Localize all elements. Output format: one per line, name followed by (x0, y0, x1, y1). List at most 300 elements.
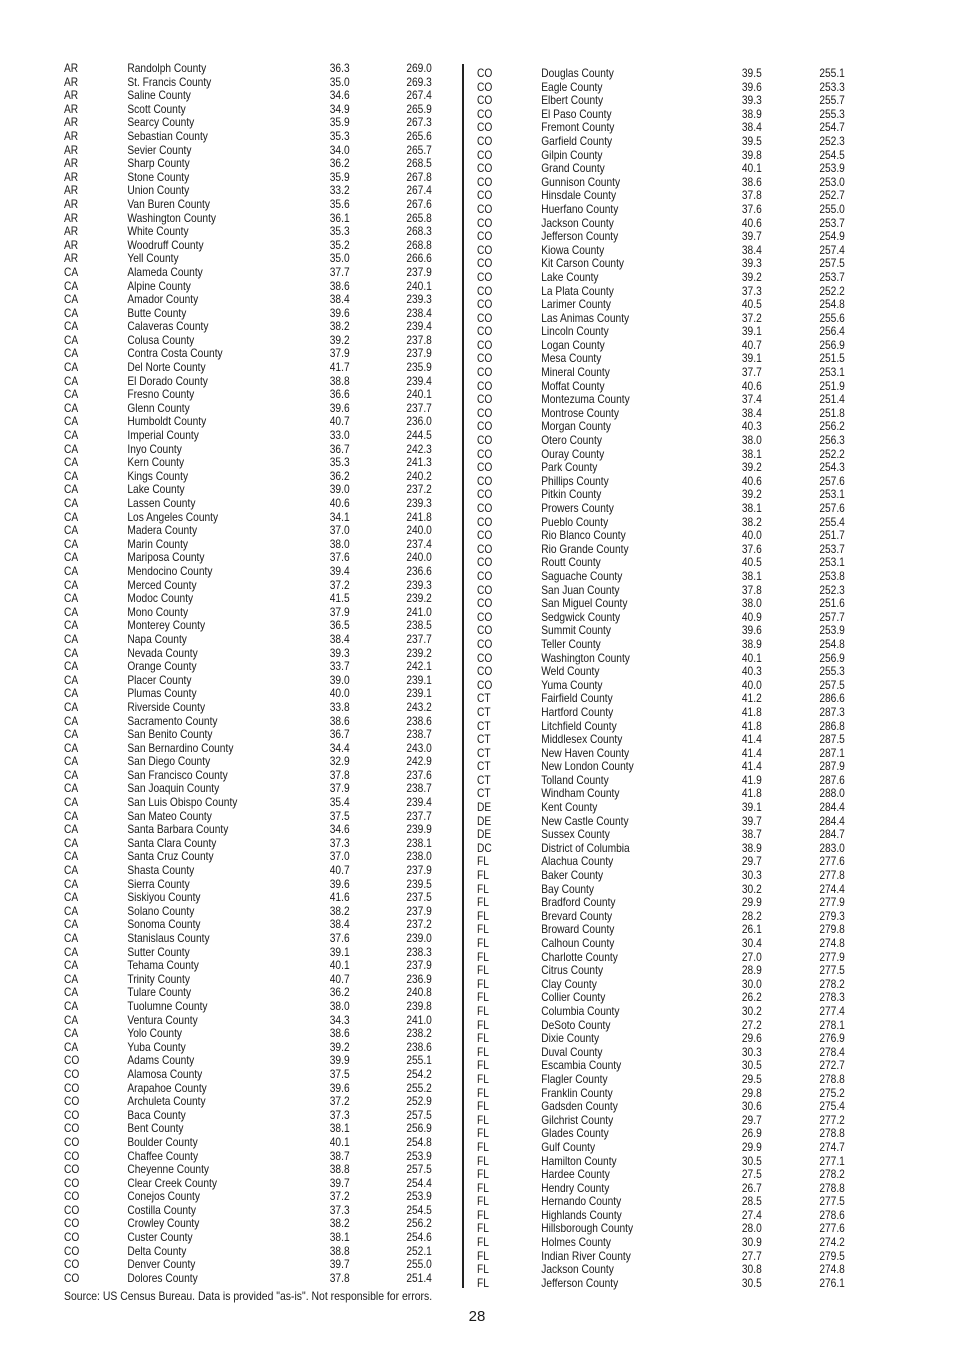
longitude-value: 265.6 (406, 129, 432, 143)
county-name: Highlands County (541, 1208, 622, 1222)
county-name: Contra Costa County (127, 347, 223, 361)
county-name: San Miguel County (541, 597, 628, 611)
latitude-value: 40.5 (741, 556, 762, 570)
latitude-value: 37.8 (329, 768, 350, 782)
latitude-value: 35.3 (329, 456, 350, 470)
county-name: Washington County (541, 651, 630, 665)
longitude-value: 256.9 (819, 338, 845, 352)
county-name: La Plata County (541, 284, 614, 298)
state-code: FL (477, 1059, 489, 1073)
longitude-value: 255.7 (819, 94, 845, 108)
county-name: Nevada County (127, 646, 198, 660)
latitude-value: 39.6 (329, 401, 350, 415)
state-code: CO (64, 1081, 80, 1095)
county-name: Jefferson County (541, 230, 619, 244)
longitude-value: 287.3 (819, 705, 845, 719)
state-code: CO (477, 162, 493, 176)
county-name: Alamosa County (127, 1067, 203, 1081)
source-note: Source: US Census Bureau. Data is provided "as-is". Not responsible for errors. (64, 1290, 433, 1303)
longitude-value: 257.7 (819, 610, 845, 624)
longitude-value: 253.9 (819, 624, 845, 638)
longitude-value: 237.5 (406, 891, 432, 905)
longitude-value: 274.8 (819, 937, 845, 950)
latitude-value: 38.0 (741, 434, 762, 448)
state-code: CA (64, 361, 79, 375)
latitude-value: 28.9 (741, 964, 762, 978)
longitude-value: 255.2 (406, 1081, 432, 1095)
longitude-value: 252.2 (819, 447, 845, 461)
column-divider (462, 64, 464, 1288)
county-name: Grand County (541, 162, 605, 176)
state-code: CA (64, 796, 79, 810)
county-name: Solano County (127, 904, 195, 918)
county-name: Gunnison County (541, 175, 621, 189)
state-code: CO (64, 1163, 80, 1177)
county-name: Ventura County (127, 1013, 198, 1027)
state-code: CA (64, 469, 79, 483)
latitude-value: 38.6 (329, 714, 350, 728)
longitude-value: 278.6 (819, 1208, 845, 1222)
latitude-value: 38.6 (329, 1027, 350, 1041)
state-code: CO (477, 298, 493, 312)
longitude-value: 239.3 (406, 578, 432, 592)
longitude-value: 240.8 (406, 986, 432, 1000)
longitude-value: 251.7 (819, 529, 845, 543)
longitude-value: 277.9 (819, 950, 845, 964)
county-name: Costilla County (127, 1203, 196, 1217)
state-code: CA (64, 578, 79, 592)
county-name: Yell County (127, 252, 179, 266)
county-name: Mesa County (541, 352, 602, 366)
state-code: DC (477, 841, 492, 855)
state-code: CO (477, 230, 493, 244)
county-name: New Castle County (541, 814, 629, 828)
state-code: CA (64, 347, 79, 361)
state-code: CO (477, 542, 493, 556)
latitude-value: 34.6 (329, 89, 350, 103)
latitude-value: 26.9 (741, 1127, 762, 1141)
state-code: CO (477, 325, 493, 339)
state-code: AR (64, 197, 79, 211)
state-code: CA (64, 483, 79, 497)
latitude-value: 40.0 (741, 678, 762, 692)
latitude-value: 34.4 (329, 741, 350, 755)
latitude-value: 26.7 (741, 1181, 762, 1195)
longitude-value: 239.4 (406, 796, 432, 810)
state-code: FL (477, 1113, 489, 1127)
longitude-value: 238.1 (406, 836, 432, 850)
latitude-value: 38.0 (329, 999, 350, 1013)
latitude-value: 40.7 (329, 972, 350, 986)
state-code: FL (477, 1072, 489, 1086)
county-name: Pitkin County (541, 488, 602, 502)
longitude-value: 284.4 (819, 814, 845, 828)
latitude-value: 39.2 (741, 488, 762, 502)
latitude-value: 38.4 (741, 406, 762, 420)
longitude-value: 278.2 (819, 977, 845, 991)
county-name: Riverside County (127, 700, 206, 714)
longitude-value: 278.8 (819, 1127, 845, 1141)
longitude-value: 253.8 (819, 569, 845, 583)
latitude-value: 30.8 (741, 1263, 762, 1277)
latitude-value: 38.1 (329, 1231, 350, 1245)
county-name: Kit Carson County (541, 257, 625, 271)
county-name: Duval County (541, 1045, 603, 1059)
latitude-value: 38.2 (329, 1217, 350, 1231)
latitude-value: 36.2 (329, 986, 350, 1000)
latitude-value: 32.9 (329, 755, 350, 769)
state-code: CT (477, 733, 491, 747)
state-code: CA (64, 891, 79, 905)
longitude-value: 254.7 (819, 121, 845, 135)
state-code: CA (64, 728, 79, 742)
latitude-value: 30.5 (741, 1059, 762, 1073)
latitude-value: 38.7 (741, 828, 762, 842)
longitude-value: 254.5 (819, 148, 845, 162)
county-name: Columbia County (541, 1004, 620, 1018)
latitude-value: 39.1 (741, 325, 762, 339)
latitude-value: 38.4 (741, 121, 762, 135)
longitude-value: 255.6 (819, 311, 845, 325)
county-name: Lake County (127, 483, 185, 497)
state-code: FL (477, 1208, 489, 1222)
longitude-value: 251.5 (819, 352, 845, 366)
longitude-value: 255.3 (819, 107, 845, 121)
latitude-value: 34.9 (329, 102, 350, 116)
longitude-value: 253.1 (819, 488, 845, 502)
county-name: Dixie County (541, 1032, 600, 1046)
county-name: Sedgwick County (541, 610, 621, 624)
longitude-value: 238.2 (406, 1027, 432, 1041)
longitude-value: 237.9 (406, 864, 432, 878)
latitude-value: 38.9 (741, 107, 762, 121)
state-code: CA (64, 714, 79, 728)
state-code: CA (64, 836, 79, 850)
county-name: Flagler County (541, 1072, 608, 1086)
state-code: AR (64, 116, 79, 130)
county-name: Douglas County (541, 67, 614, 80)
latitude-value: 37.6 (329, 932, 350, 945)
latitude-value: 37.7 (741, 366, 762, 380)
latitude-value: 41.5 (329, 592, 350, 606)
state-code: CA (64, 932, 79, 945)
state-code: CA (64, 415, 79, 429)
state-code: CO (477, 134, 493, 148)
latitude-value: 28.0 (741, 1222, 762, 1236)
latitude-value: 38.1 (741, 569, 762, 583)
county-name: Alpine County (127, 279, 191, 293)
latitude-value: 37.7 (329, 265, 350, 279)
latitude-value: 30.5 (741, 1154, 762, 1168)
county-name: Cheyenne County (127, 1163, 210, 1177)
latitude-value: 36.7 (329, 728, 350, 742)
latitude-value: 38.1 (329, 1122, 350, 1136)
county-name: Fairfield County (541, 692, 613, 706)
county-name: Hardee County (541, 1168, 610, 1182)
longitude-value: 268.5 (406, 157, 432, 171)
state-code: FL (477, 1140, 489, 1154)
longitude-value: 278.4 (819, 1045, 845, 1059)
state-code: CO (477, 651, 493, 665)
county-name: Rio Blanco County (541, 529, 626, 543)
state-code: CT (477, 773, 491, 787)
county-name: Orange County (127, 660, 197, 674)
state-code: FL (477, 1154, 489, 1168)
county-name: Union County (127, 184, 190, 198)
county-name: Jackson County (541, 216, 614, 230)
longitude-value: 254.2 (406, 1067, 432, 1081)
state-code: CA (64, 850, 79, 864)
county-name: Hillsborough County (541, 1222, 634, 1236)
longitude-value: 275.2 (819, 1086, 845, 1100)
latitude-value: 39.6 (329, 1081, 350, 1095)
longitude-value: 242.9 (406, 755, 432, 769)
latitude-value: 39.2 (741, 461, 762, 475)
longitude-value: 254.8 (819, 298, 845, 312)
state-code: CA (64, 918, 79, 932)
latitude-value: 38.6 (329, 279, 350, 293)
county-name: Bent County (127, 1122, 184, 1136)
state-code: FL (477, 869, 489, 883)
county-name: Monterey County (127, 619, 206, 633)
state-code: CA (64, 1027, 79, 1041)
longitude-value: 267.4 (406, 89, 432, 103)
latitude-value: 39.6 (741, 80, 762, 94)
county-name: Lincoln County (541, 325, 609, 339)
state-code: CA (64, 741, 79, 755)
state-code: CA (64, 972, 79, 986)
county-name: Pueblo County (541, 515, 609, 529)
county-name: Scott County (127, 102, 186, 116)
latitude-value: 38.2 (741, 515, 762, 529)
state-code: CO (64, 1108, 80, 1122)
longitude-value: 251.6 (819, 597, 845, 611)
county-name: Inyo County (127, 442, 182, 456)
county-name: Otero County (541, 434, 602, 448)
latitude-value: 35.6 (329, 197, 350, 211)
county-name: Sonoma County (127, 918, 201, 932)
longitude-value: 243.0 (406, 741, 432, 755)
state-code: CO (64, 1244, 80, 1258)
longitude-value: 238.0 (406, 850, 432, 864)
state-code: CA (64, 551, 79, 565)
state-code: FL (477, 937, 489, 950)
state-code: CT (477, 719, 491, 733)
longitude-value: 254.9 (819, 230, 845, 244)
longitude-value: 236.9 (406, 972, 432, 986)
county-name: Alachua County (541, 855, 614, 869)
longitude-value: 274.8 (819, 1263, 845, 1277)
state-code: FL (477, 1249, 489, 1263)
county-name: Santa Cruz County (127, 850, 214, 864)
longitude-value: 239.4 (406, 320, 432, 334)
county-name: Escambia County (541, 1059, 622, 1073)
longitude-value: 279.3 (819, 909, 845, 923)
state-code: CO (477, 379, 493, 393)
state-code: DE (477, 814, 492, 828)
state-code: AR (64, 184, 79, 198)
county-name: Windham County (541, 787, 620, 801)
latitude-value: 30.3 (741, 1045, 762, 1059)
longitude-value: 238.3 (406, 945, 432, 959)
state-code: CO (477, 284, 493, 298)
state-code: FL (477, 1181, 489, 1195)
latitude-value: 39.6 (329, 306, 350, 320)
county-name: Marin County (127, 537, 189, 551)
state-code: CT (477, 705, 491, 719)
latitude-value: 33.2 (329, 184, 350, 198)
state-code: CA (64, 333, 79, 347)
county-name: San Joaquin County (127, 782, 220, 796)
state-code: AR (64, 170, 79, 184)
longitude-value: 276.9 (819, 1032, 845, 1046)
state-code: CA (64, 986, 79, 1000)
latitude-value: 26.1 (741, 923, 762, 937)
longitude-value: 252.7 (819, 189, 845, 203)
longitude-value: 252.3 (819, 583, 845, 597)
state-code: CO (477, 270, 493, 284)
latitude-value: 37.8 (329, 1271, 350, 1285)
state-code: CT (477, 760, 491, 774)
latitude-value: 38.8 (329, 374, 350, 388)
state-code: CO (477, 515, 493, 529)
latitude-value: 37.9 (329, 347, 350, 361)
state-code: CA (64, 904, 79, 918)
state-code: FL (477, 977, 489, 991)
county-name: Humboldt County (127, 415, 207, 429)
longitude-value: 237.9 (406, 959, 432, 973)
county-name: Collier County (541, 991, 606, 1005)
county-name: Butte County (127, 306, 187, 320)
state-code: FL (477, 909, 489, 923)
longitude-value: 274.2 (819, 1236, 845, 1250)
county-name: Glenn County (127, 401, 190, 415)
longitude-value: 239.3 (406, 293, 432, 307)
latitude-value: 39.7 (741, 230, 762, 244)
state-code: AR (64, 129, 79, 143)
longitude-value: 287.6 (819, 773, 845, 787)
latitude-value: 41.4 (741, 746, 762, 760)
latitude-value: 39.7 (329, 1176, 350, 1190)
latitude-value: 37.6 (741, 542, 762, 556)
latitude-value: 41.7 (329, 361, 350, 375)
longitude-value: 256.9 (819, 651, 845, 665)
longitude-value: 266.6 (406, 252, 432, 266)
county-name: Napa County (127, 632, 187, 646)
county-name: Garfield County (541, 134, 613, 148)
longitude-value: 238.6 (406, 1040, 432, 1054)
county-name: Calhoun County (541, 937, 615, 950)
longitude-value: 237.9 (406, 347, 432, 361)
state-code: FL (477, 1127, 489, 1141)
latitude-value: 38.2 (329, 320, 350, 334)
county-name: Hamilton County (541, 1154, 617, 1168)
latitude-value: 39.9 (329, 1054, 350, 1068)
county-name: Eagle County (541, 80, 603, 94)
longitude-value: 276.1 (819, 1276, 845, 1290)
state-code: CA (64, 877, 79, 891)
county-name: Kings County (127, 469, 189, 483)
latitude-value: 40.6 (329, 497, 350, 510)
latitude-value: 40.1 (329, 959, 350, 973)
county-name: Prowers County (541, 502, 614, 515)
state-code: CO (64, 1149, 80, 1163)
latitude-value: 39.6 (741, 624, 762, 638)
longitude-value: 240.1 (406, 388, 432, 402)
county-name: Hinsdale County (541, 189, 617, 203)
state-code: CA (64, 497, 79, 510)
latitude-value: 30.0 (741, 977, 762, 991)
county-name: Siskiyou County (127, 891, 201, 905)
state-code: FL (477, 1100, 489, 1114)
latitude-value: 29.9 (741, 896, 762, 910)
state-code: CO (477, 583, 493, 597)
longitude-value: 237.4 (406, 537, 432, 551)
longitude-value: 267.3 (406, 116, 432, 130)
latitude-value: 38.0 (329, 537, 350, 551)
county-name: Searcy County (127, 116, 195, 130)
latitude-value: 40.7 (741, 338, 762, 352)
county-name: Santa Barbara County (127, 823, 229, 837)
state-code: FL (477, 1018, 489, 1032)
state-code: CA (64, 374, 79, 388)
county-name: Stone County (127, 170, 190, 184)
county-name: Indian River County (541, 1249, 631, 1263)
state-code: DE (477, 828, 492, 842)
latitude-value: 37.3 (329, 836, 350, 850)
longitude-value: 277.8 (819, 869, 845, 883)
county-name: Moffat County (541, 379, 605, 393)
state-code: CA (64, 279, 79, 293)
county-name: Mariposa County (127, 551, 205, 565)
county-name: Gulf County (541, 1140, 596, 1154)
state-code: CO (477, 216, 493, 230)
state-code: CA (64, 809, 79, 823)
latitude-value: 29.8 (741, 1086, 762, 1100)
state-code: CA (64, 619, 79, 633)
county-name: Amador County (127, 293, 199, 307)
latitude-value: 40.0 (741, 529, 762, 543)
latitude-value: 40.1 (329, 1135, 350, 1149)
county-name: Delta County (127, 1244, 187, 1258)
state-code: CA (64, 687, 79, 701)
latitude-value: 41.8 (741, 719, 762, 733)
state-code: CO (64, 1231, 80, 1245)
county-name: Plumas County (127, 687, 197, 701)
state-code: CT (477, 787, 491, 801)
state-code: FL (477, 1236, 489, 1250)
county-name: Colusa County (127, 333, 195, 347)
longitude-value: 257.5 (819, 678, 845, 692)
county-name: Middlesex County (541, 733, 623, 747)
longitude-value: 239.1 (406, 673, 432, 687)
county-name: White County (127, 225, 189, 239)
latitude-value: 34.1 (329, 510, 350, 524)
latitude-value: 37.0 (329, 850, 350, 864)
longitude-value: 254.5 (406, 1203, 432, 1217)
latitude-value: 35.2 (329, 238, 350, 252)
state-code: FL (477, 1222, 489, 1236)
county-name: Trinity County (127, 972, 190, 986)
county-name: Phillips County (541, 474, 609, 488)
latitude-value: 36.1 (329, 211, 350, 225)
longitude-value: 267.4 (406, 184, 432, 198)
latitude-value: 38.4 (329, 632, 350, 646)
latitude-value: 36.3 (329, 62, 350, 75)
state-code: CO (477, 366, 493, 380)
county-name: Hendry County (541, 1181, 610, 1195)
county-name: Washington County (127, 211, 217, 225)
